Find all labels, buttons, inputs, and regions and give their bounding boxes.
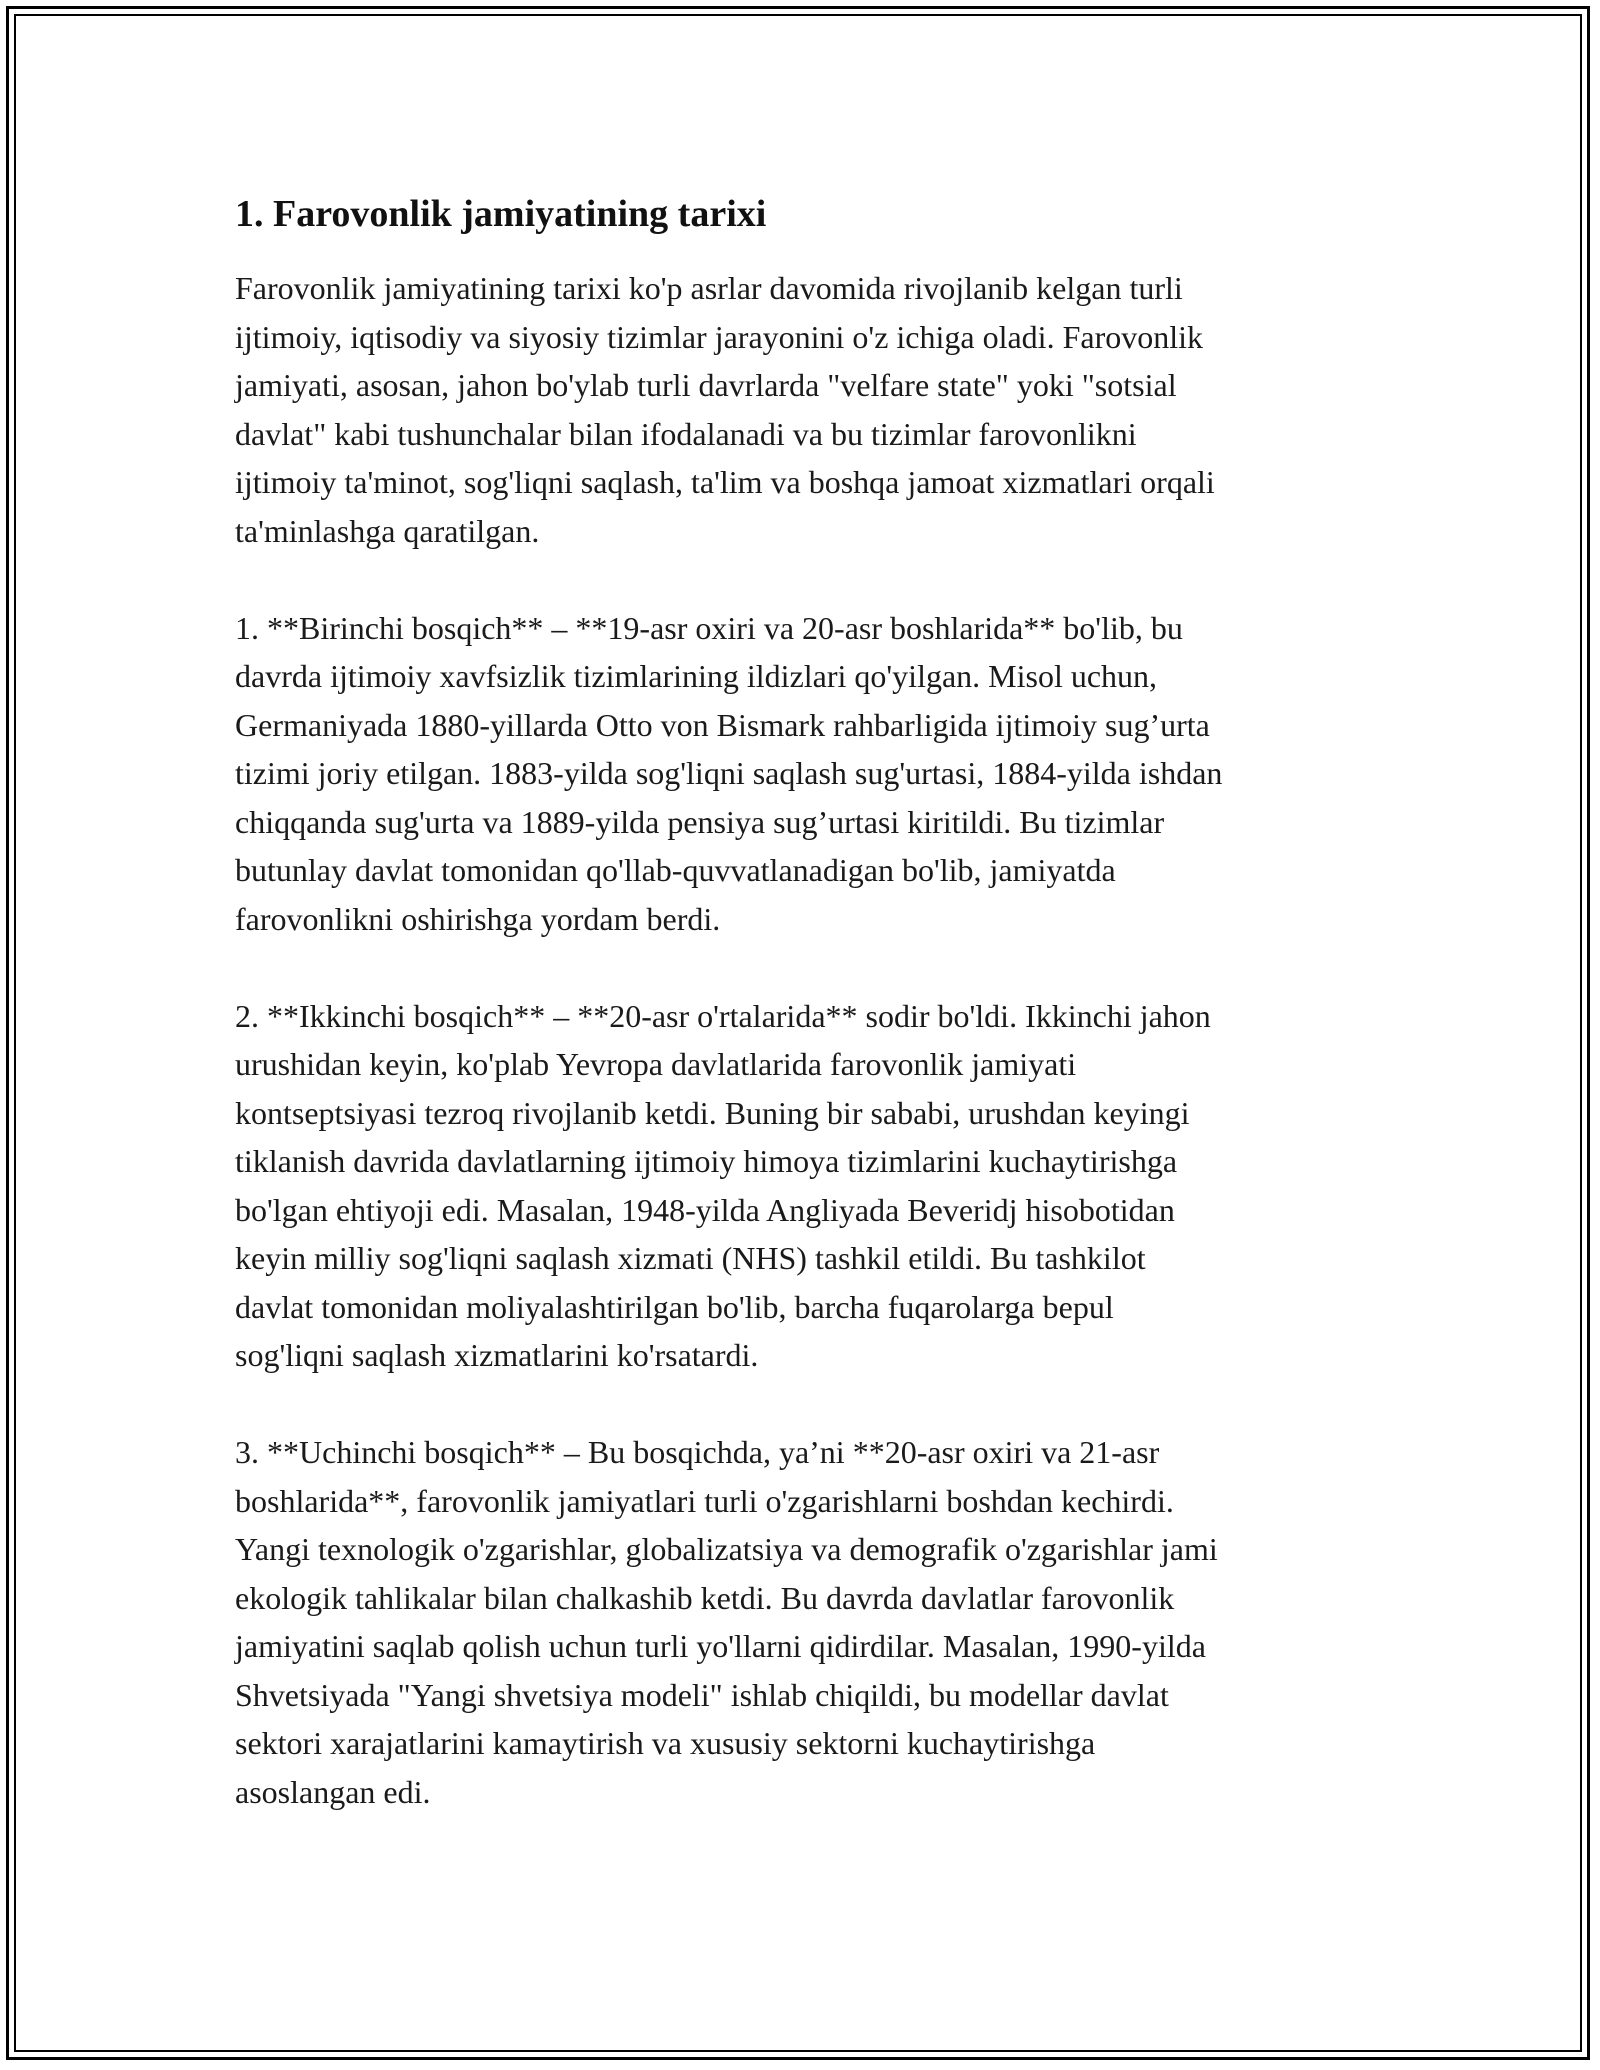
text-line: asoslangan edi.	[235, 1773, 431, 1810]
text-line: tiklanish davrida davlatlarning ijtimoiy himoya tizimlarini kuchaytirishga	[235, 1143, 1178, 1179]
text-line: Yangi texnologik o'zgarishlar, globalizatsiya va demografik o'zgarishlar jami	[235, 1531, 1218, 1567]
text-line: farovonlikni oshirishga yordam berdi.	[235, 900, 721, 937]
text-line: 1. **Birinchi bosqich** – **19-asr oxiri va 20-asr boshlarida** bo'lib, bu	[235, 609, 1183, 646]
text-line: keyin milliy sog'liqni saqlash xizmati (NHS) tashkil etildi. Bu tashkilot	[235, 1240, 1146, 1276]
text-line: butunlay davlat tomonidan qo'llab-quvvatlanadigan bo'lib, jamiyatda	[235, 852, 1116, 888]
stage-two-paragraph	[235, 992, 1385, 1380]
text-line: kontseptsiyasi tezroq rivojlanib ketdi. Buning bir sababi, urushdan keyingi	[235, 1094, 1190, 1131]
text-line: 2. **Ikkinchi bosqich** – **20-asr o'rtalarida** sodir bo'ldi. Ikkinchi jahon	[235, 997, 1211, 1034]
document-body	[235, 188, 1385, 1865]
stage-one-paragraph	[235, 604, 1385, 944]
text-line: ijtimoiy, iqtisodiy va siyosiy tizimlar jarayonini o'z ichiga oladi. Farovonlik	[235, 318, 1203, 355]
text-line: bo'lgan ehtiyoji edi. Masalan, 1948-yilda Angliyada Beveridj hisobotidan	[235, 1191, 1175, 1228]
text-line: tizimi joriy etilgan. 1883-yilda sog'liqni saqlash sug'urtasi, 1884-yilda ishdan	[235, 755, 1223, 791]
text-line: boshlarida**, farovonlik jamiyatlari turli o'zgarishlarni boshdan kechirdi.	[235, 1482, 1174, 1519]
stage-three-paragraph	[235, 1428, 1385, 1816]
text-line: 3. **Uchinchi bosqich** – Bu bosqichda, ya’ni **20-asr oxiri va 21-asr	[235, 1434, 1160, 1470]
text-line: Farovonlik jamiyatining tarixi ko'p asrlar davomida rivojlanib kelgan turli	[235, 270, 1183, 306]
text-line: urushidan keyin, ko'plab Yevropa davlatlarida farovonlik jamiyati	[235, 1046, 1077, 1082]
section-heading: 1. Farovonlik jamiyatining tarixi	[235, 193, 767, 235]
text-line: Germaniyada 1880-yillarda Otto von Bismark rahbarligida ijtimoiy sug’urta	[235, 706, 1210, 743]
text-line: Shvetsiyada "Yangi shvetsiya modeli" ishlab chiqildi, bu modellar davlat	[235, 1676, 1169, 1713]
text-line: davrda ijtimoiy xavfsizlik tizimlarining ildizlari qo'yilgan. Misol uchun,	[235, 658, 1158, 694]
text-line: ekologik tahlikalar bilan chalkashib ketdi. Bu davrda davlatlar farovonlik	[235, 1579, 1175, 1616]
text-line: ta'minlashga qaratilgan.	[235, 512, 540, 549]
text-line: sektori xarajatlarini kamaytirish va xususiy sektorni kuchaytirishga	[235, 1725, 1096, 1761]
text-line: chiqqanda sug'urta va 1889-yilda pensiya sug’urtasi kiritildi. Bu tizimlar	[235, 803, 1165, 840]
text-line: jamiyati, asosan, jahon bo'ylab turli davrlarda "velfare state" yoki "sotsial	[235, 367, 1177, 403]
text-line: jamiyatini saqlab qolish uchun turli yo'llarni qidirdilar. Masalan, 1990-yilda	[235, 1628, 1206, 1664]
text-line: sog'liqni saqlash xizmatlarini ko'rsatardi.	[235, 1337, 759, 1373]
text-line: davlat" kabi tushunchalar bilan ifodalanadi va bu tizimlar farovonlikni	[235, 415, 1137, 452]
intro-paragraph	[235, 264, 1385, 555]
text-line: ijtimoiy ta'minot, sog'liqni saqlash, ta'lim va boshqa jamoat xizmatlari orqali	[235, 464, 1215, 500]
text-line: davlat tomonidan moliyalashtirilgan bo'lib, barcha fuqarolarga bepul	[235, 1288, 1114, 1325]
